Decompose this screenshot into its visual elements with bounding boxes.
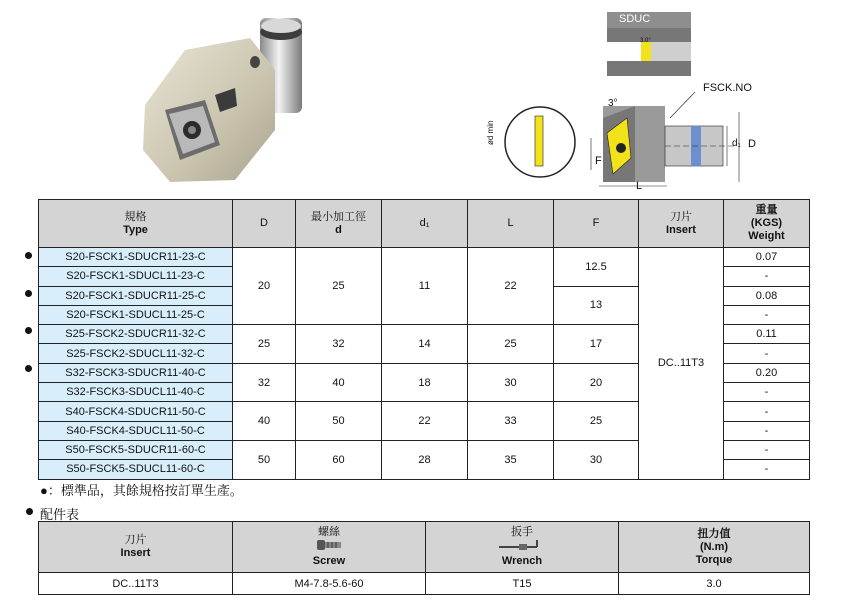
dim-F-label: F: [595, 155, 602, 167]
dmin-cell: 60: [296, 440, 382, 479]
tool-holder-photo: [125, 10, 330, 195]
acc-header-screw: 螺絲 Screw: [233, 522, 426, 573]
type-cell: S20-FSCK1-SDUCL11-25-C: [39, 305, 233, 324]
type-cell: S20-FSCK1-SDUCR11-23-C: [39, 248, 233, 267]
header-d1: d₁: [382, 200, 468, 248]
screw-icon: [316, 539, 342, 551]
sduc-angle: 3.0°: [640, 38, 651, 44]
weight-cell: -: [724, 421, 810, 440]
header-F: F: [554, 200, 639, 248]
type-cell: S32-FSCK3-SDUCL11-40-C: [39, 383, 233, 402]
dim-D-label: D: [748, 138, 756, 150]
fsck-label: FSCK.NO: [703, 82, 752, 94]
acc-torque-cell: 3.0: [619, 573, 810, 595]
standard-bullet: [25, 327, 32, 334]
weight-cell: 0.07: [724, 248, 810, 267]
dmin-cell: 25: [296, 248, 382, 325]
sduc-label: SDUC: [619, 13, 651, 25]
weight-cell: -: [724, 344, 810, 363]
header-type: 規格 Type: [39, 200, 233, 248]
L-cell: 25: [468, 325, 554, 364]
header-dmin: 最小加工徑 d: [296, 200, 382, 248]
accessories-bullet: [26, 508, 33, 515]
type-cell: S40-FSCK4-SDUCR11-50-C: [39, 402, 233, 421]
insert-cell: DC..11T3: [639, 248, 724, 480]
weight-cell: 0.08: [724, 286, 810, 305]
header-insert: 刀片 Insert: [639, 200, 724, 248]
type-cell: S32-FSCK3-SDUCR11-40-C: [39, 363, 233, 382]
type-cell: S20-FSCK1-SDUCR11-25-C: [39, 286, 233, 305]
type-cell: S50-FSCK5-SDUCL11-60-C: [39, 460, 233, 479]
dmin-cell: 40: [296, 363, 382, 402]
d1-cell: 11: [382, 248, 468, 325]
acc-header-insert: 刀片 Insert: [39, 522, 233, 573]
F-cell: 20: [554, 363, 639, 402]
type-cell: S40-FSCK4-SDUCL11-50-C: [39, 421, 233, 440]
L-cell: 35: [468, 440, 554, 479]
d1-cell: 22: [382, 402, 468, 441]
weight-cell: -: [724, 305, 810, 324]
L-cell: 33: [468, 402, 554, 441]
accessories-title: 配件表: [40, 507, 80, 522]
F-cell: 12.5: [554, 248, 639, 287]
D-cell: 32: [233, 363, 296, 402]
weight-cell: -: [724, 460, 810, 479]
sduc-drawing: [607, 12, 691, 76]
table-row: [39, 573, 810, 595]
D-cell: 20: [233, 248, 296, 325]
accessories-header-row: [39, 522, 810, 573]
D-cell: 50: [233, 440, 296, 479]
acc-header-torque: 扭力值 (N.m) Torque: [619, 522, 810, 573]
d1-cell: 28: [382, 440, 468, 479]
F-cell: 25: [554, 402, 639, 441]
standard-bullet: [25, 252, 32, 259]
weight-cell: -: [724, 402, 810, 421]
wrench-icon: [497, 539, 547, 551]
F-cell: 13: [554, 286, 639, 325]
acc-insert-cell: DC..11T3: [39, 573, 233, 595]
F-cell: 17: [554, 325, 639, 364]
weight-cell: -: [724, 383, 810, 402]
L-cell: 22: [468, 248, 554, 325]
F-cell: 30: [554, 440, 639, 479]
L-cell: 30: [468, 363, 554, 402]
table-row: [39, 248, 810, 267]
d1-cell: 14: [382, 325, 468, 364]
weight-cell: 0.20: [724, 363, 810, 382]
angle-3-label: 3°: [608, 98, 618, 109]
D-cell: 25: [233, 325, 296, 364]
dmin-cell: 50: [296, 402, 382, 441]
d1-cell: 18: [382, 363, 468, 402]
standard-note: ●：標準品，其餘規格按訂單生產。: [40, 483, 243, 498]
acc-header-wrench: 扳手 Wrench: [426, 522, 619, 573]
weight-cell: -: [724, 267, 810, 286]
dimension-drawing: [495, 78, 770, 200]
standard-bullet: [25, 365, 32, 372]
header-L: L: [468, 200, 554, 248]
header-D: D: [233, 200, 296, 248]
acc-wrench-cell: T15: [426, 573, 619, 595]
D-cell: 40: [233, 402, 296, 441]
type-cell: S25-FSCK2-SDUCR11-32-C: [39, 325, 233, 344]
dim-dmin-label: ød min: [486, 120, 495, 145]
acc-screw-cell: M4-7.8-5.6-60: [233, 573, 426, 595]
dim-L-label: L: [636, 180, 643, 192]
header-weight: 重量 (KGS) Weight: [724, 200, 810, 248]
dmin-cell: 32: [296, 325, 382, 364]
spec-header-row: [39, 200, 810, 248]
accessories-table: [38, 521, 810, 595]
spec-table: [38, 199, 810, 480]
weight-cell: -: [724, 440, 810, 459]
weight-cell: 0.11: [724, 325, 810, 344]
type-cell: S20-FSCK1-SDUCL11-23-C: [39, 267, 233, 286]
standard-bullet: [25, 290, 32, 297]
type-cell: S50-FSCK5-SDUCR11-60-C: [39, 440, 233, 459]
dim-d1-label: d₁: [732, 138, 741, 149]
type-cell: S25-FSCK2-SDUCL11-32-C: [39, 344, 233, 363]
